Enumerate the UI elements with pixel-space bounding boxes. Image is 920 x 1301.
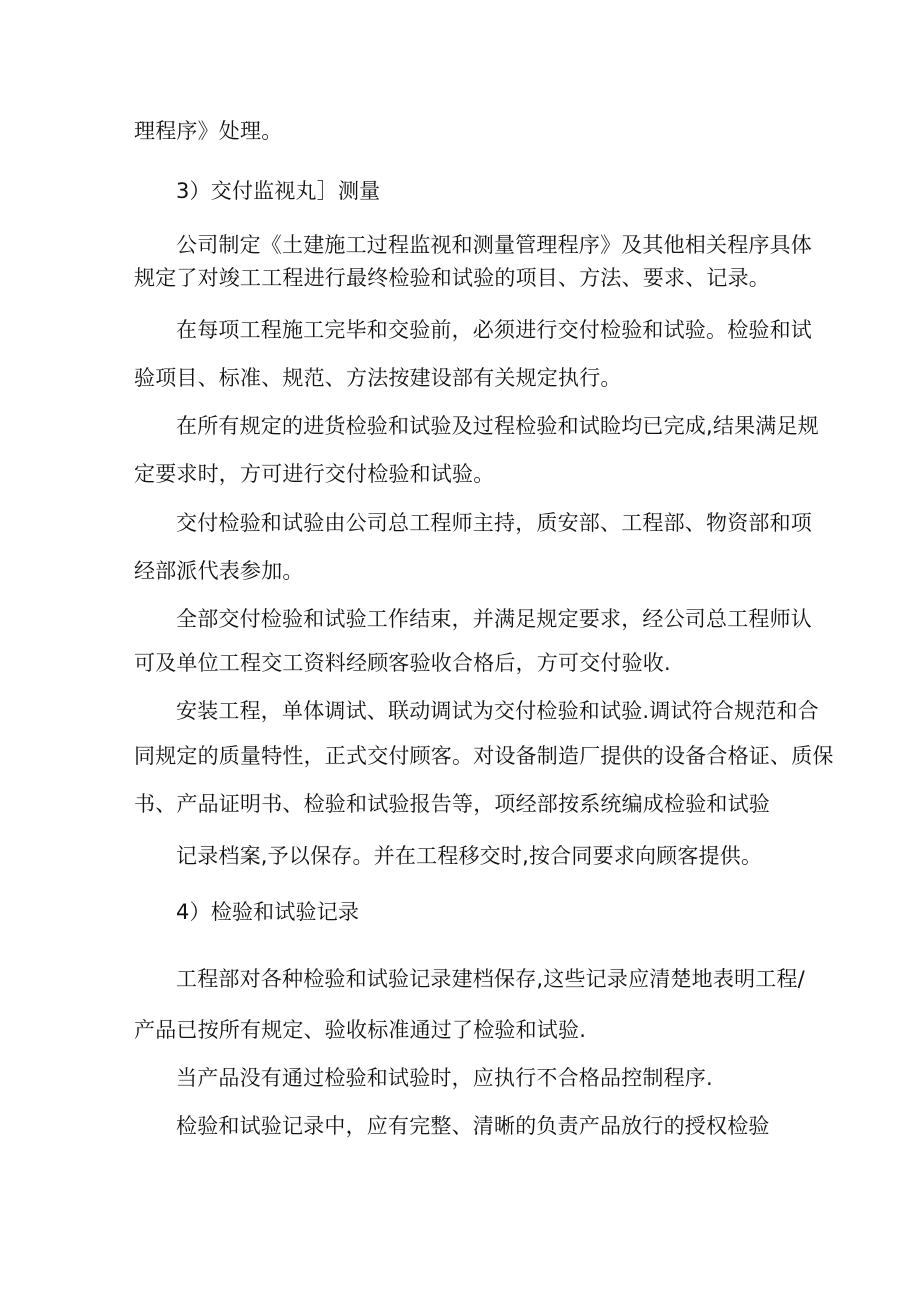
text-line: 记录档案,予以保存。并在工程移交时,按合同要求向顾客提供。 (176, 844, 763, 868)
text-line: 工程部对各种检验和试验记录建档保存,这些记录应清楚地表明工程/ (176, 967, 805, 991)
text-line: 在所有规定的进货检验和试验及过程检验和试睑均已完成,结果满足规 (176, 414, 819, 438)
text-line: 经部派代表参加。 (134, 559, 304, 583)
text-line: 检验和试验记录中，应有完整、清晰的负责产品放行的授权检验 (176, 1114, 770, 1138)
text-line: 书、产品证明书、检验和试验报告等，项经部按系统编成检验和试验 (134, 792, 770, 816)
text-line: 在每项工程施工完毕和交验前，必须进行交付检验和试验。检验和试 (176, 318, 812, 342)
text-line: 产品已按所有规定、验收标准通过了检验和试验. (134, 1018, 587, 1042)
text-line: 理程序》处理。 (134, 119, 283, 143)
text-line: 规定了对竣工工程进行最终检验和试验的项目、方法、要求、记录。 (134, 266, 770, 290)
text-line: 可及单位工程交工资料经顾客验收合格后，方可交付验收. (134, 651, 671, 675)
text-line: 全部交付检验和试验工作结束，并满足规定要求，经公司总工程师认 (176, 607, 812, 631)
section-heading: 4）检验和试验记录 (176, 900, 360, 924)
text-line: 公司制定《土建施工过程监视和测量管理程序》及其他相关程序具体 (176, 233, 812, 257)
text-line: 同规定的质量特性，正式交付顾客。对设备制造厂提供的设备合格证、质保 (134, 744, 834, 768)
text-line: 当产品没有通过检验和试验时，应执行不合格品控制程序. (176, 1066, 713, 1090)
text-line: 定要求时，方可进行交付检验和试验。 (134, 462, 495, 486)
text-line: 安装工程，单体调试、联动调试为交付检验和试验.调试符合规范和合 (176, 699, 819, 723)
text-line: 验项目、标准、规范、方法按建设部有关规定执行。 (134, 366, 622, 390)
section-heading: 3）交付监视丸］测量 (176, 179, 381, 203)
text-line: 交付检验和试验由公司总工程师主持，质安部、工程部、物资部和项 (176, 511, 812, 535)
